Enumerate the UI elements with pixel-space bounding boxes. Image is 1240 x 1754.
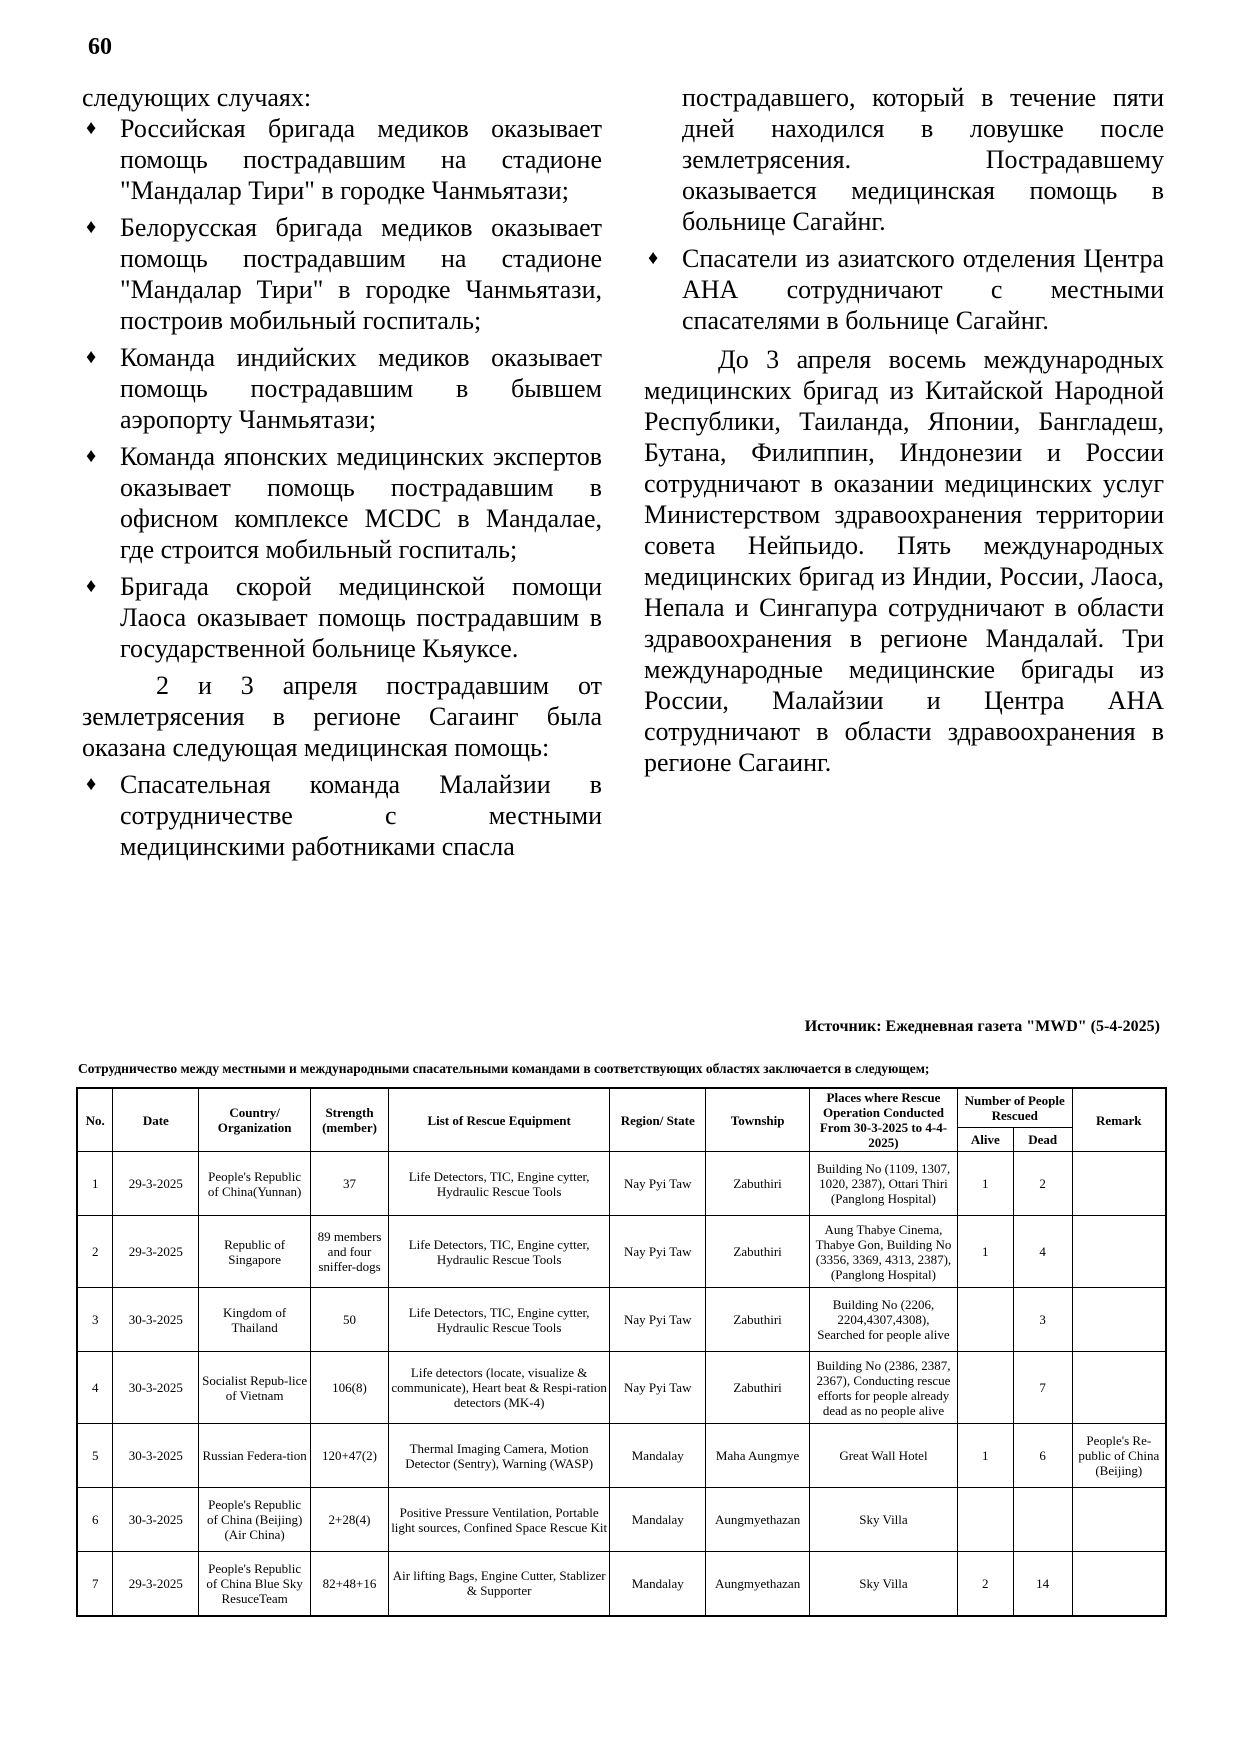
cell-date: 30-3-2025	[113, 1424, 199, 1488]
source-line: Источник: Ежедневная газета "MWD" (5-4-2025)	[804, 1018, 1160, 1035]
page-number: 60	[88, 34, 112, 60]
cell-equipment: Life Detectors, TIC, Engine cytter, Hydraulic Rescue Tools	[388, 1152, 609, 1216]
cell-alive: 1	[957, 1424, 1013, 1488]
list-item: ♦ Команда индийских медиков оказывает помощь пострадавшим в бывшем аэропорту Чанмьятази;	[86, 343, 602, 434]
cell-equipment: Life detectors (locate, visualize & communicate), Heart beat & Respi-ration detectors (MK-4)	[388, 1352, 609, 1424]
cell-township: Zabuthiri	[706, 1352, 810, 1424]
cell-places: Great Wall Hotel	[810, 1424, 958, 1488]
cell-date: 29-3-2025	[113, 1216, 199, 1288]
list-item: ♦ Бригада скорой медицинской помощи Лаоса оказывает помощь пострадавшим в государственной больнице Кьяуксе.	[86, 572, 602, 663]
header-no: No.	[77, 1088, 113, 1152]
cell-region: Mandalay	[610, 1488, 706, 1552]
cell-strength: 50	[311, 1288, 389, 1352]
table-row	[77, 1152, 1166, 1216]
table-row	[77, 1216, 1166, 1288]
header-region: Region/ State	[610, 1088, 706, 1152]
right-continuation: пострадавшего, который в течение пяти дней находился в ловушке после землетрясения. Пострадавшему оказывается медицинская помощь в больнице Сагайнг.	[682, 83, 1164, 236]
right-bullet-list	[644, 243, 1164, 336]
cell-dead: 7	[1013, 1352, 1072, 1424]
cell-equipment: Life Detectors, TIC, Engine cytter, Hydraulic Rescue Tools	[388, 1288, 609, 1352]
diamond-bullet-icon: ♦	[86, 445, 97, 467]
cell-country: People's Republic of China(Yunnan)	[199, 1152, 311, 1216]
diamond-bullet-icon: ♦	[648, 247, 659, 269]
cell-township: Aungmyethazan	[706, 1488, 810, 1552]
cell-no: 3	[77, 1288, 113, 1352]
cell-strength: 82+48+16	[311, 1552, 389, 1616]
cell-equipment: Air lifting Bags, Engine Cutter, Stablizer & Supporter	[388, 1552, 609, 1616]
cell-places: Sky Villa	[810, 1552, 958, 1616]
cell-township: Zabuthiri	[706, 1216, 810, 1288]
header-dead: Dead	[1013, 1127, 1072, 1151]
cell-no: 7	[77, 1552, 113, 1616]
table-row	[77, 1352, 1166, 1424]
header-township: Township	[706, 1088, 810, 1152]
cell-date: 30-3-2025	[113, 1488, 199, 1552]
table-row	[77, 1552, 1166, 1616]
cell-township: Zabuthiri	[706, 1152, 810, 1216]
cell-region: Nay Pyi Taw	[610, 1152, 706, 1216]
right-column	[644, 82, 1164, 778]
cell-places: Aung Thabye Cinema, Thabye Gon, Building No (3356, 3369, 4313, 2387), (Panglong Hospital)	[810, 1216, 958, 1288]
right-paragraph: До 3 апреля восемь международных медицинских бригад из Китайской Народной Республики, Таиланда, Японии, Бангладеш, Бутана, Филиппин, Индонезии и России сотрудничают в оказании медицинских услуг Министерством здравоохранения территории совета Нейпьидо. Пять международных медицинских бригад из Индии, России, Лаоса, Непала и Сингапура сотрудничают в области здравоохранения в регионе Мандалай. Три международные медицинские бригады из России, Малайзии и Центра АНА сотрудничают в области здравоохранения в регионе Сагаинг.	[644, 345, 1164, 777]
cell-strength: 89 members and four sniffer-dogs	[311, 1216, 389, 1288]
cell-places: Building No (1109, 1307, 1020, 2387), Ottari Thiri (Panglong Hospital)	[810, 1152, 958, 1216]
cell-dead: 6	[1013, 1424, 1072, 1488]
cell-strength: 106(8)	[311, 1352, 389, 1424]
cell-dead: 14	[1013, 1552, 1072, 1616]
cell-no: 6	[77, 1488, 113, 1552]
list-item: ♦ Белорусская бригада медиков оказывает помощь пострадавшим на стадионе "Мандалар Тири" в городке Чанмьятази, построив мобильный госпиталь;	[86, 213, 602, 335]
cell-alive	[957, 1488, 1013, 1552]
cell-region: Nay Pyi Taw	[610, 1216, 706, 1288]
cell-remark	[1072, 1216, 1166, 1288]
left-bullet-list	[82, 113, 602, 664]
diamond-bullet-icon: ♦	[86, 575, 97, 597]
left-column	[82, 82, 602, 868]
cell-equipment: Positive Pressure Ventilation, Portable light sources, Confined Space Rescue Kit	[388, 1488, 609, 1552]
table-body	[77, 1152, 1166, 1616]
cell-alive: 1	[957, 1152, 1013, 1216]
cell-township: Zabuthiri	[706, 1288, 810, 1352]
cell-remark	[1072, 1288, 1166, 1352]
table-row	[77, 1424, 1166, 1488]
cell-no: 1	[77, 1152, 113, 1216]
cell-dead: 3	[1013, 1288, 1072, 1352]
diamond-bullet-icon: ♦	[86, 117, 97, 139]
cell-country: Republic of Singapore	[199, 1216, 311, 1288]
cell-alive: 1	[957, 1216, 1013, 1288]
list-item: ♦ Спасатели из азиатского отделения Центра АНА сотрудничают с местными спасателями в больнице Сагайнг.	[648, 244, 1164, 335]
list-item: ♦ Российская бригада медиков оказывает помощь пострадавшим на стадионе "Мандалар Тири" в городке Чанмьятази;	[86, 114, 602, 205]
cell-equipment: Life Detectors, TIC, Engine cytter, Hydraulic Rescue Tools	[388, 1216, 609, 1288]
cell-country: Kingdom of Thailand	[199, 1288, 311, 1352]
cell-places: Sky Villa	[810, 1488, 958, 1552]
table-header-row	[77, 1088, 1166, 1127]
left-bullet-list-2	[82, 769, 602, 862]
header-date: Date	[113, 1088, 199, 1152]
header-equipment: List of Rescue Equipment	[388, 1088, 609, 1152]
header-alive: Alive	[957, 1127, 1013, 1151]
header-remark: Remark	[1072, 1088, 1166, 1152]
cell-date: 30-3-2025	[113, 1288, 199, 1352]
table-caption: Сотрудничество между местными и международными спасательными командами в соответствующих областях заключается в следующем;	[78, 1061, 930, 1076]
cell-equipment: Thermal Imaging Camera, Motion Detector (Sentry), Warning (WASP)	[388, 1424, 609, 1488]
cell-remark: People's Re-public of China (Beijing)	[1072, 1424, 1166, 1488]
cell-alive	[957, 1288, 1013, 1352]
header-rescued: Number of People Rescued	[957, 1088, 1072, 1127]
cell-date: 29-3-2025	[113, 1552, 199, 1616]
list-item: ♦ Команда японских медицинских экспертов оказывает помощь пострадавшим в офисном комплексе MCDC в Мандалае, где строится мобильный госпиталь;	[86, 442, 602, 564]
cell-remark	[1072, 1152, 1166, 1216]
cell-dead: 2	[1013, 1152, 1072, 1216]
cell-no: 5	[77, 1424, 113, 1488]
cell-country: Russian Federa-tion	[199, 1424, 311, 1488]
cell-strength: 120+47(2)	[311, 1424, 389, 1488]
cell-region: Mandalay	[610, 1552, 706, 1616]
list-item: ♦ Спасательная команда Малайзии в сотрудничестве с местными медицинскими работниками спасла	[86, 770, 602, 861]
cell-remark	[1072, 1352, 1166, 1424]
cell-places: Building No (2206, 2204,4307,4308), Searched for people alive	[810, 1288, 958, 1352]
diamond-bullet-icon: ♦	[86, 216, 97, 238]
cell-alive	[957, 1352, 1013, 1424]
rescue-table	[76, 1087, 1167, 1617]
cell-country: People's Republic of China Blue Sky ResuceTeam	[199, 1552, 311, 1616]
cell-dead	[1013, 1488, 1072, 1552]
diamond-bullet-icon: ♦	[86, 773, 97, 795]
cell-region: Nay Pyi Taw	[610, 1352, 706, 1424]
cell-alive: 2	[957, 1552, 1013, 1616]
diamond-bullet-icon: ♦	[86, 346, 97, 368]
cell-strength: 37	[311, 1152, 389, 1216]
left-paragraph: 2 и 3 апреля пострадавшим от землетрясения в регионе Сагаинг была оказана следующая медицинская помощь:	[82, 671, 602, 762]
cell-date: 30-3-2025	[113, 1352, 199, 1424]
cell-date: 29-3-2025	[113, 1152, 199, 1216]
cell-country: People's Republic of China (Beijing) (Air China)	[199, 1488, 311, 1552]
header-country: Country/ Organization	[199, 1088, 311, 1152]
cell-township: Aungmyethazan	[706, 1552, 810, 1616]
cell-remark	[1072, 1488, 1166, 1552]
cell-places: Building No (2386, 2387, 2367), Conducting rescue efforts for people already dead as no people alive	[810, 1352, 958, 1424]
table-row	[77, 1488, 1166, 1552]
cell-remark	[1072, 1552, 1166, 1616]
table-row	[77, 1288, 1166, 1352]
cell-no: 4	[77, 1352, 113, 1424]
header-places: Places where Rescue Operation Conducted From 30-3-2025 to 4-4-2025)	[810, 1088, 958, 1152]
cell-country: Socialist Repub-lice of Vietnam	[199, 1352, 311, 1424]
cell-no: 2	[77, 1216, 113, 1288]
cell-strength: 2+28(4)	[311, 1488, 389, 1552]
cell-region: Mandalay	[610, 1424, 706, 1488]
left-intro: следующих случаях:	[82, 83, 312, 112]
cell-dead: 4	[1013, 1216, 1072, 1288]
cell-region: Nay Pyi Taw	[610, 1288, 706, 1352]
header-strength: Strength (member)	[311, 1088, 389, 1152]
cell-township: Maha Aungmye	[706, 1424, 810, 1488]
